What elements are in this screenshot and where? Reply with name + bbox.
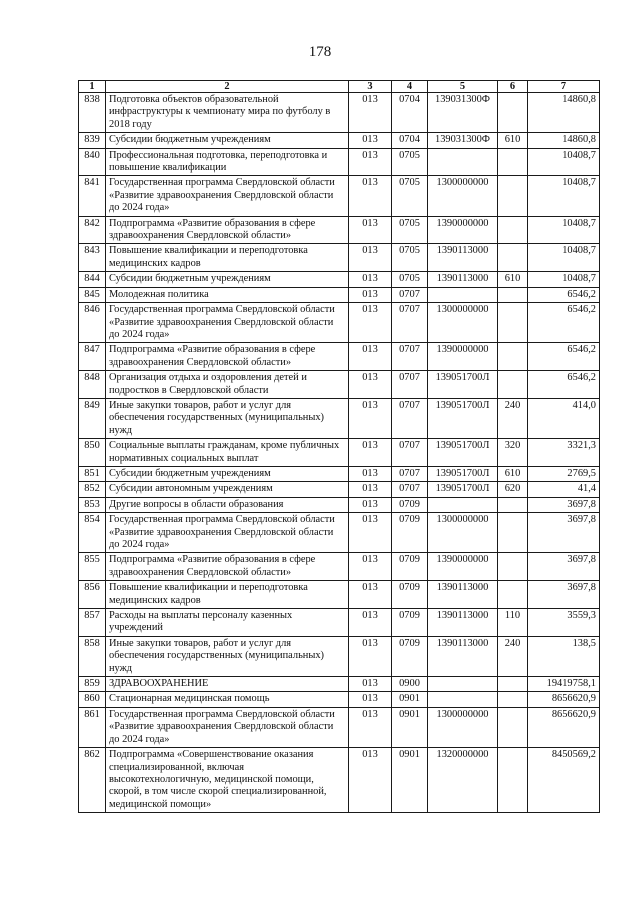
row-number-cell: 856 xyxy=(79,581,106,609)
target-item-code-cell: 1390113000 xyxy=(428,609,498,637)
target-item-code-cell: 139031300Ф xyxy=(428,93,498,133)
amount-value: 3697,8 xyxy=(567,498,596,510)
ministry-code-cell: 013 xyxy=(349,93,392,133)
row-number-cell: 838 xyxy=(79,93,106,133)
row-number-cell: 848 xyxy=(79,371,106,399)
table-row xyxy=(79,581,600,609)
expense-name-cell: Подпрограмма «Развитие образования в сфере здравоохранения Свердловской области» xyxy=(106,343,349,371)
expense-name-cell: Подготовка объектов образовательной инфраструктуры к чемпионату мира по футболу в 2018 году xyxy=(106,93,349,133)
expense-name-cell: Субсидии автономным учреждениям xyxy=(106,482,349,497)
amount-cell xyxy=(528,677,600,692)
amount-cell xyxy=(528,148,600,176)
amount-cell xyxy=(528,216,600,244)
amount-value: 6546,2 xyxy=(567,288,596,300)
expense-type-code-cell xyxy=(498,343,528,371)
amount-value: 8656620,9 xyxy=(551,708,596,720)
header-cell-5: 5 xyxy=(428,81,498,93)
target-item-code-cell: 1390000000 xyxy=(428,216,498,244)
amount-value: 10408,7 xyxy=(562,149,596,161)
amount-value: 10408,7 xyxy=(562,217,596,229)
row-number-cell: 841 xyxy=(79,176,106,216)
ministry-code-cell: 013 xyxy=(349,148,392,176)
expense-type-code-cell xyxy=(498,553,528,581)
expense-type-code-cell xyxy=(498,748,528,813)
amount-value: 8656620,9 xyxy=(551,693,596,705)
amount-value: 138,5 xyxy=(572,637,596,649)
section-code-cell: 0707 xyxy=(392,371,428,399)
target-item-code-cell: 1390113000 xyxy=(428,581,498,609)
table-row xyxy=(79,707,600,747)
expense-name-cell: Стационарная медицинская помощь xyxy=(106,692,349,707)
amount-value: 8450569,2 xyxy=(551,749,596,761)
target-item-code-cell xyxy=(428,692,498,707)
target-item-code-cell: 139031300Ф xyxy=(428,133,498,148)
ministry-code-cell: 013 xyxy=(349,497,392,512)
section-code-cell: 0709 xyxy=(392,553,428,581)
row-number-cell: 842 xyxy=(79,216,106,244)
expense-type-code-cell xyxy=(498,303,528,343)
table-row xyxy=(79,216,600,244)
amount-cell xyxy=(528,692,600,707)
expense-type-code-cell: 620 xyxy=(498,482,528,497)
section-code-cell: 0707 xyxy=(392,439,428,467)
expense-type-code-cell xyxy=(498,244,528,272)
table-row xyxy=(79,176,600,216)
section-code-cell: 0705 xyxy=(392,176,428,216)
expense-name-cell: Государственная программа Свердловской области «Развитие здравоохранения Свердловской области до 2024 года» xyxy=(106,513,349,553)
section-code-cell: 0704 xyxy=(392,93,428,133)
row-number-cell: 843 xyxy=(79,244,106,272)
table-row xyxy=(79,692,600,707)
ministry-code-cell: 013 xyxy=(349,244,392,272)
expense-type-code-cell: 110 xyxy=(498,609,528,637)
expense-type-code-cell xyxy=(498,176,528,216)
ministry-code-cell: 013 xyxy=(349,466,392,481)
section-code-cell: 0705 xyxy=(392,216,428,244)
section-code-cell: 0704 xyxy=(392,133,428,148)
table-row xyxy=(79,287,600,302)
amount-value: 41,4 xyxy=(577,483,596,495)
section-code-cell: 0705 xyxy=(392,148,428,176)
header-cell-1: 1 xyxy=(79,81,106,93)
target-item-code-cell: 1390000000 xyxy=(428,343,498,371)
ministry-code-cell: 013 xyxy=(349,216,392,244)
section-code-cell: 0707 xyxy=(392,482,428,497)
row-number-cell: 844 xyxy=(79,272,106,287)
amount-value: 19419758,1 xyxy=(546,678,596,690)
expense-type-code-cell: 240 xyxy=(498,636,528,676)
expense-type-code-cell: 610 xyxy=(498,466,528,481)
ministry-code-cell: 013 xyxy=(349,692,392,707)
amount-value: 2769,5 xyxy=(567,467,596,479)
table-body xyxy=(79,93,600,813)
row-number-cell: 857 xyxy=(79,609,106,637)
target-item-code-cell: 1300000000 xyxy=(428,513,498,553)
table-row xyxy=(79,609,600,637)
ministry-code-cell: 013 xyxy=(349,398,392,438)
ministry-code-cell: 013 xyxy=(349,176,392,216)
section-code-cell: 0707 xyxy=(392,287,428,302)
expense-type-code-cell xyxy=(498,93,528,133)
amount-value: 6546,2 xyxy=(567,372,596,384)
expense-name-cell: Государственная программа Свердловской области «Развитие здравоохранения Свердловской области до 2024 года» xyxy=(106,303,349,343)
target-item-code-cell: 139051700Л xyxy=(428,466,498,481)
target-item-code-cell xyxy=(428,148,498,176)
table-row xyxy=(79,133,600,148)
amount-cell xyxy=(528,553,600,581)
target-item-code-cell xyxy=(428,497,498,512)
section-code-cell: 0900 xyxy=(392,677,428,692)
expense-name-cell: Подпрограмма «Совершенствование оказания специализированной, включая высокотехнологичную, медицинской помощи, скорой, в том числе скорой специализированной, медицинской помощи» xyxy=(106,748,349,813)
amount-cell xyxy=(528,303,600,343)
amount-value: 3559,3 xyxy=(567,610,596,622)
target-item-code-cell xyxy=(428,677,498,692)
expense-type-code-cell: 610 xyxy=(498,272,528,287)
row-number-cell: 840 xyxy=(79,148,106,176)
expense-name-cell: Субсидии бюджетным учреждениям xyxy=(106,466,349,481)
amount-cell xyxy=(528,748,600,813)
section-code-cell: 0707 xyxy=(392,343,428,371)
target-item-code-cell: 139051700Л xyxy=(428,371,498,399)
expense-name-cell: Молодежная политика xyxy=(106,287,349,302)
table-row xyxy=(79,303,600,343)
amount-cell xyxy=(528,244,600,272)
header-cell-7: 7 xyxy=(528,81,600,93)
row-number-cell: 860 xyxy=(79,692,106,707)
row-number-cell: 859 xyxy=(79,677,106,692)
amount-cell xyxy=(528,513,600,553)
expense-name-cell: Социальные выплаты гражданам, кроме публичных нормативных социальных выплат xyxy=(106,439,349,467)
target-item-code-cell: 1390000000 xyxy=(428,553,498,581)
amount-cell xyxy=(528,93,600,133)
table-row xyxy=(79,148,600,176)
amount-value: 3697,8 xyxy=(567,554,596,566)
amount-cell xyxy=(528,272,600,287)
amount-cell xyxy=(528,482,600,497)
ministry-code-cell: 013 xyxy=(349,482,392,497)
target-item-code-cell xyxy=(428,287,498,302)
table-row xyxy=(79,748,600,813)
header-cell-6: 6 xyxy=(498,81,528,93)
target-item-code-cell: 1300000000 xyxy=(428,176,498,216)
ministry-code-cell: 013 xyxy=(349,677,392,692)
header-cell-2: 2 xyxy=(106,81,349,93)
section-code-cell: 0705 xyxy=(392,244,428,272)
ministry-code-cell: 013 xyxy=(349,707,392,747)
expense-type-code-cell xyxy=(498,287,528,302)
expense-name-cell: Повышение квалификации и переподготовка медицинских кадров xyxy=(106,244,349,272)
table-row xyxy=(79,513,600,553)
table-row xyxy=(79,398,600,438)
amount-value: 6546,2 xyxy=(567,304,596,316)
table-row xyxy=(79,466,600,481)
amount-cell xyxy=(528,581,600,609)
expense-name-cell: Государственная программа Свердловской области «Развитие здравоохранения Свердловской области до 2024 года» xyxy=(106,176,349,216)
amount-value: 3321,3 xyxy=(567,440,596,452)
table-row xyxy=(79,93,600,133)
section-code-cell: 0709 xyxy=(392,636,428,676)
expense-name-cell: Профессиональная подготовка, переподготовка и повышение квалификации xyxy=(106,148,349,176)
section-code-cell: 0709 xyxy=(392,581,428,609)
amount-cell xyxy=(528,497,600,512)
table-row xyxy=(79,272,600,287)
expense-name-cell: ЗДРАВООХРАНЕНИЕ xyxy=(106,677,349,692)
section-code-cell: 0707 xyxy=(392,303,428,343)
expense-name-cell: Государственная программа Свердловской области «Развитие здравоохранения Свердловской области до 2024 года» xyxy=(106,707,349,747)
expense-name-cell: Подпрограмма «Развитие образования в сфере здравоохранения Свердловской области» xyxy=(106,553,349,581)
expense-name-cell: Другие вопросы в области образования xyxy=(106,497,349,512)
header-cell-4: 4 xyxy=(392,81,428,93)
expense-type-code-cell xyxy=(498,371,528,399)
row-number-cell: 861 xyxy=(79,707,106,747)
ministry-code-cell: 013 xyxy=(349,133,392,148)
ministry-code-cell: 013 xyxy=(349,303,392,343)
section-code-cell: 0901 xyxy=(392,748,428,813)
ministry-code-cell: 013 xyxy=(349,636,392,676)
row-number-cell: 850 xyxy=(79,439,106,467)
row-number-cell: 858 xyxy=(79,636,106,676)
section-code-cell: 0705 xyxy=(392,272,428,287)
expense-type-code-cell xyxy=(498,692,528,707)
amount-value: 14860,8 xyxy=(562,134,596,146)
amount-cell xyxy=(528,609,600,637)
expense-name-cell: Субсидии бюджетным учреждениям xyxy=(106,272,349,287)
ministry-code-cell: 013 xyxy=(349,609,392,637)
ministry-code-cell: 013 xyxy=(349,371,392,399)
target-item-code-cell: 1390113000 xyxy=(428,244,498,272)
row-number-cell: 849 xyxy=(79,398,106,438)
expense-name-cell: Субсидии бюджетным учреждениям xyxy=(106,133,349,148)
expense-name-cell: Расходы на выплаты персоналу казенных учреждений xyxy=(106,609,349,637)
target-item-code-cell: 1320000000 xyxy=(428,748,498,813)
amount-cell xyxy=(528,287,600,302)
amount-cell xyxy=(528,636,600,676)
header-row xyxy=(79,81,600,93)
expense-name-cell: Организация отдыха и оздоровления детей и подростков в Свердловской области xyxy=(106,371,349,399)
amount-value: 10408,7 xyxy=(562,245,596,257)
row-number-cell: 853 xyxy=(79,497,106,512)
amount-cell xyxy=(528,343,600,371)
row-number-cell: 852 xyxy=(79,482,106,497)
amount-cell xyxy=(528,466,600,481)
target-item-code-cell: 1390113000 xyxy=(428,272,498,287)
amount-value: 14860,8 xyxy=(562,94,596,105)
row-number-cell: 854 xyxy=(79,513,106,553)
row-number-cell: 855 xyxy=(79,553,106,581)
expense-type-code-cell xyxy=(498,513,528,553)
ministry-code-cell: 013 xyxy=(349,343,392,371)
amount-cell xyxy=(528,398,600,438)
amount-value: 10408,7 xyxy=(562,177,596,189)
table-row xyxy=(79,482,600,497)
target-item-code-cell: 139051700Л xyxy=(428,439,498,467)
section-code-cell: 0709 xyxy=(392,513,428,553)
table-row xyxy=(79,553,600,581)
expense-type-code-cell xyxy=(498,148,528,176)
ministry-code-cell: 013 xyxy=(349,287,392,302)
amount-value: 414,0 xyxy=(572,399,596,411)
expense-type-code-cell: 610 xyxy=(498,133,528,148)
row-number-cell: 846 xyxy=(79,303,106,343)
target-item-code-cell: 1300000000 xyxy=(428,707,498,747)
budget-table xyxy=(78,80,600,813)
amount-cell xyxy=(528,176,600,216)
expense-type-code-cell xyxy=(498,707,528,747)
amount-value: 6546,2 xyxy=(567,344,596,356)
row-number-cell: 847 xyxy=(79,343,106,371)
section-code-cell: 0901 xyxy=(392,692,428,707)
expense-name-cell: Иные закупки товаров, работ и услуг для обеспечения государственных (муниципальных) нужд xyxy=(106,636,349,676)
row-number-cell: 862 xyxy=(79,748,106,813)
ministry-code-cell: 013 xyxy=(349,439,392,467)
expense-type-code-cell xyxy=(498,677,528,692)
header-cell-3: 3 xyxy=(349,81,392,93)
target-item-code-cell: 139051700Л xyxy=(428,398,498,438)
amount-cell xyxy=(528,371,600,399)
ministry-code-cell: 013 xyxy=(349,748,392,813)
target-item-code-cell: 139051700Л xyxy=(428,482,498,497)
amount-cell xyxy=(528,133,600,148)
ministry-code-cell: 013 xyxy=(349,581,392,609)
ministry-code-cell: 013 xyxy=(349,272,392,287)
section-code-cell: 0709 xyxy=(392,497,428,512)
section-code-cell: 0707 xyxy=(392,398,428,438)
section-code-cell: 0709 xyxy=(392,609,428,637)
table-row xyxy=(79,677,600,692)
table-row xyxy=(79,497,600,512)
section-code-cell: 0707 xyxy=(392,466,428,481)
amount-value: 3697,8 xyxy=(567,514,596,526)
target-item-code-cell: 1300000000 xyxy=(428,303,498,343)
amount-cell xyxy=(528,707,600,747)
table-row xyxy=(79,636,600,676)
table-row xyxy=(79,343,600,371)
expense-type-code-cell xyxy=(498,581,528,609)
table-row xyxy=(79,439,600,467)
ministry-code-cell: 013 xyxy=(349,513,392,553)
expense-type-code-cell xyxy=(498,497,528,512)
amount-value: 10408,7 xyxy=(562,273,596,285)
target-item-code-cell: 1390113000 xyxy=(428,636,498,676)
row-number-cell: 839 xyxy=(79,133,106,148)
ministry-code-cell: 013 xyxy=(349,553,392,581)
section-code-cell: 0901 xyxy=(392,707,428,747)
row-number-cell: 851 xyxy=(79,466,106,481)
amount-value: 3697,8 xyxy=(567,582,596,594)
expense-name-cell: Подпрограмма «Развитие образования в сфере здравоохранения Свердловской области» xyxy=(106,216,349,244)
row-number-cell: 845 xyxy=(79,287,106,302)
expense-name-cell: Повышение квалификации и переподготовка медицинских кадров xyxy=(106,581,349,609)
expense-type-code-cell: 240 xyxy=(498,398,528,438)
expense-type-code-cell: 320 xyxy=(498,439,528,467)
table-row xyxy=(79,371,600,399)
page-number: 178 xyxy=(308,44,332,60)
table-row xyxy=(79,244,600,272)
expense-type-code-cell xyxy=(498,216,528,244)
amount-cell xyxy=(528,439,600,467)
expense-name-cell: Иные закупки товаров, работ и услуг для обеспечения государственных (муниципальных) нужд xyxy=(106,398,349,438)
